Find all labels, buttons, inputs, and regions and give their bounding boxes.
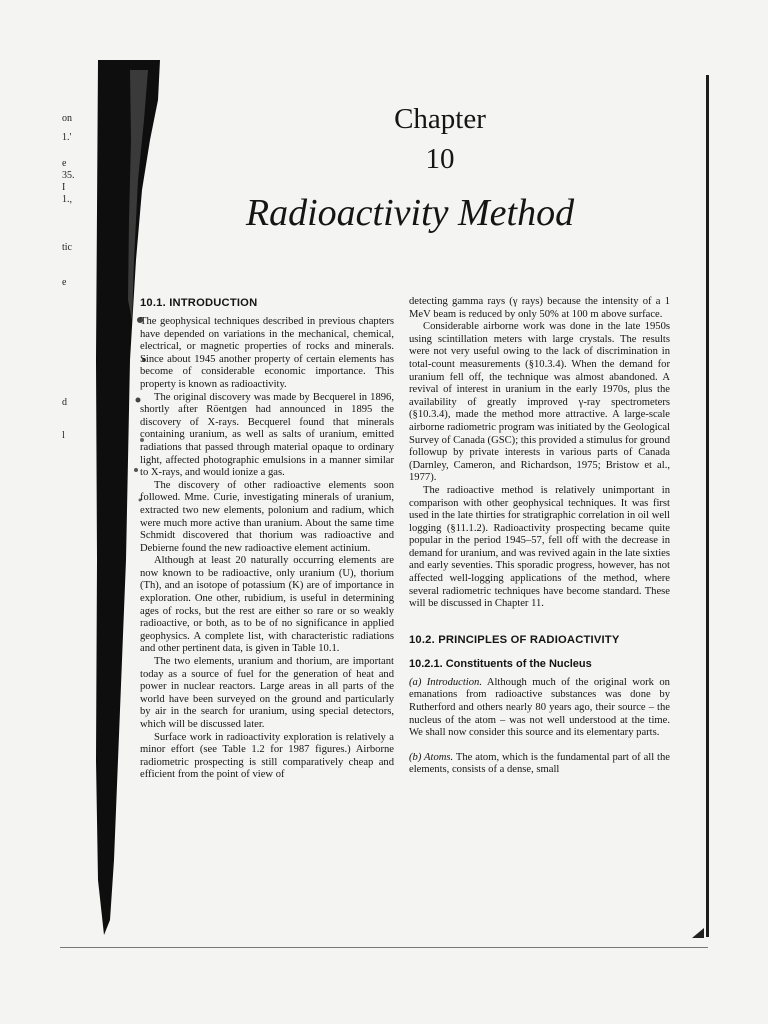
left-column xyxy=(140,296,394,782)
body-paragraph: Although at least 20 naturally occurring elements are now known to be radioactive, only uranium (U), thorium (Th), and an isotope of potassium (K) are of importance in exploration. One other, rubidium, is useful in determining ages of rocks, but the rest are either so rare or so weakly radioactive, or both, as to be of no significance in applied geophysics. A complete list, with characteristic radiations and other pertinent data, is given in Table 10.1. xyxy=(140,555,394,655)
margin-fragment: d xyxy=(62,397,67,408)
right-column xyxy=(409,296,670,777)
right-edge-rule xyxy=(706,75,709,937)
chapter-number: 10 xyxy=(425,143,455,175)
margin-fragment: I xyxy=(62,182,66,193)
margin-fragment: e xyxy=(62,277,67,288)
body-paragraph-atoms xyxy=(409,752,670,777)
body-paragraph: The two elements, uranium and thorium, are important today as a source of fuel for the generation of heat and power in nuclear reactors. Large areas in all parts of the world have been surveyed on the ground and particularly by air in the search for uranium, using special detectors, which will be discussed later. xyxy=(140,656,394,730)
corner-mark xyxy=(690,926,706,940)
subsection-heading-nucleus: 10.2.1. Constituents of the Nucleus xyxy=(409,657,592,670)
chapter-label: Chapter xyxy=(394,103,486,135)
margin-fragment: 35. xyxy=(62,170,75,181)
body-paragraph: Surface work in radioactivity exploration is relatively a minor effort (see Table 1.2 for 1987 figures.) Airborne radiometric prospecting is still comparatively cheap and efficient from the point of view of xyxy=(140,731,394,781)
margin-fragment: on xyxy=(62,113,72,124)
body-paragraph: detecting gamma rays (γ rays) because the intensity of a 1 MeV beam is reduced by only 50% at 100 m above surface. xyxy=(409,296,670,320)
runin-label: (b) Atoms. xyxy=(409,751,454,763)
body-paragraph: The original discovery was made by Becquerel in 1896, shortly after Röentgen had announced in 1895 the discovery of X-rays. Becquerel found that minerals containing uranium, as well as salts of uranium, emitted radiations that passed through material opaque to ordinary light, affected photographic emulsions in a manner similar to X-rays, and would ionize a gas. xyxy=(140,391,394,479)
chapter-title: Radioactivity Method xyxy=(245,192,575,234)
runin-text: Although much of the original work on emanations from radioactive substances was done by Rutherford and others nearly 80 years ago, their source – the nucleus of the atom – was not well understood at the time. We shall now consider this source and its elementary parts. xyxy=(409,676,670,739)
body-paragraph: The discovery of other radioactive elements soon followed. Mme. Curie, investigating minerals of uranium, extracted two new elements, polonium and radium, which were much more active than uranium. About the same time Schmidt discovered that thorium was radioactive and Debierne found the new radioactive element actinium. xyxy=(140,479,394,554)
body-paragraph: Considerable airborne work was done in the late 1950s using scintillation meters with large crystals. The results were not very useful owing to the lack of discrimination in total-count measurements (§10.3.4). When the demand for uranium fell off, the technique was almost abandoned. A revival of interest in uranium in the early 1970s, plus the availability of greatly improved γ-ray spectrometers (§10.3.4), made the method more attractive. A large-scale airborne radiometric program was initiated by the Geological Survey of Canada (GSC); this provided a stimulus for ground followup by private interests in various parts of Canada (Darnley, Cameron, and Richardson, 1975; Bristow et al., 1977). xyxy=(409,321,670,484)
body-paragraph-introduction xyxy=(409,677,670,740)
body-paragraph: The radioactive method is relatively unimportant in comparison with other geophysical techniques. It was first used in the late thirties for stratigraphic correlation in oil well logging (§11.1.2). Radioactivity prospecting became quite popular in the period 1945–57, fell off with the decrease in demand for uranium, and was revived again in the late sixties and early seventies. This sporadic progress, however, has not affected well-logging applications of the method, where several radiometric techniques have become standard. These will be discussed in Chapter 11. xyxy=(409,484,670,610)
margin-fragment: 1., xyxy=(62,194,72,205)
runin-text: The atom, which is the fundamental part of all the elements, consists of a dense, small xyxy=(409,751,670,776)
runin-label: (a) Introduction. xyxy=(409,676,482,688)
margin-fragment: e xyxy=(62,158,67,169)
bottom-edge-rule xyxy=(60,947,708,948)
section-heading-principles: 10.2. PRINCIPLES OF RADIOACTIVITY xyxy=(409,633,620,646)
margin-fragment: tic xyxy=(62,242,72,253)
margin-fragment: 1.' xyxy=(62,132,72,143)
body-paragraph: The geophysical techniques described in previous chapters have depended on variations in the mechanical, chemical, electrical, or magnetic properties of rocks and minerals. Since about 1945 another property of certain elements has become of considerable economic importance. This property is known as radioactivity. xyxy=(140,316,394,390)
section-heading-introduction: 10.1. INTRODUCTION xyxy=(140,297,258,309)
margin-fragment: l xyxy=(62,430,65,441)
